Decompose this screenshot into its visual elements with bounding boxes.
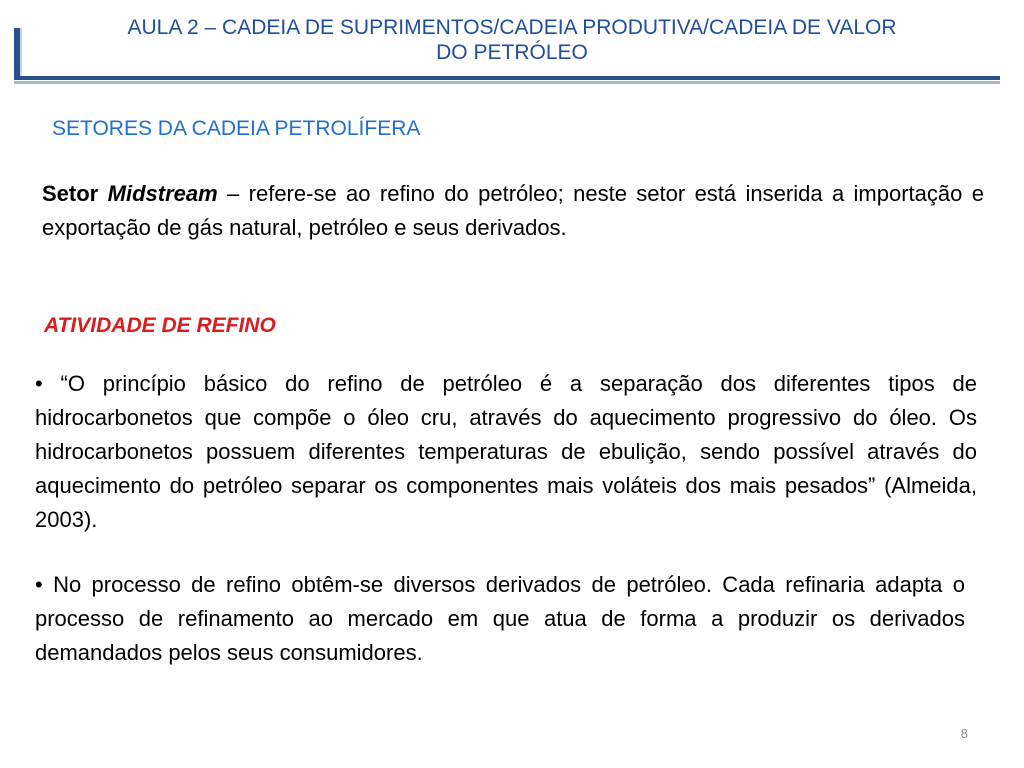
refining-subheading: ATIVIDADE DE REFINO: [44, 314, 276, 337]
header-rule: [14, 76, 1000, 80]
midstream-paragraph: [42, 177, 984, 245]
midstream-text: – refere-se ao refino do petróleo; neste setor está inserida a importação e exportação de gás natural, petróleo e seus derivados.: [42, 181, 984, 240]
header-rule-shadow: [14, 81, 1000, 84]
section-heading: SETORES DA CADEIA PETROLÍFERA: [52, 117, 421, 140]
header-bracket-decoration: [14, 28, 22, 78]
slide-title: [28, 15, 996, 65]
slide-title-line-2: DO PETRÓLEO: [436, 41, 588, 64]
bullet-refining-process: • No processo de refino obtêm-se diversos derivados de petróleo. Cada refinaria adapta o processo de refinamento ao mercado em que atua de forma a produzir os derivados demandados pelos seus consumidores.: [35, 572, 965, 665]
page-number: 8: [960, 726, 968, 741]
midstream-term: Midstream: [107, 181, 218, 206]
bullet-refining-principle: • “O princípio básico do refino de petróleo é a separação dos diferentes tipos de hidrocarbonetos que compõe o óleo cru, através do aquecimento progressivo do óleo. Os hidrocarbonetos possuem diferentes temperaturas de ebulição, sendo possível através do aquecimento do petróleo separar os componentes mais voláteis dos mais pesados” (Almeida, 2003).: [35, 371, 977, 532]
slide-title-line-1: AULA 2 – CADEIA DE SUPRIMENTOS/CADEIA PRODUTIVA/CADEIA DE VALOR: [127, 16, 897, 39]
midstream-label: Setor: [42, 181, 99, 206]
